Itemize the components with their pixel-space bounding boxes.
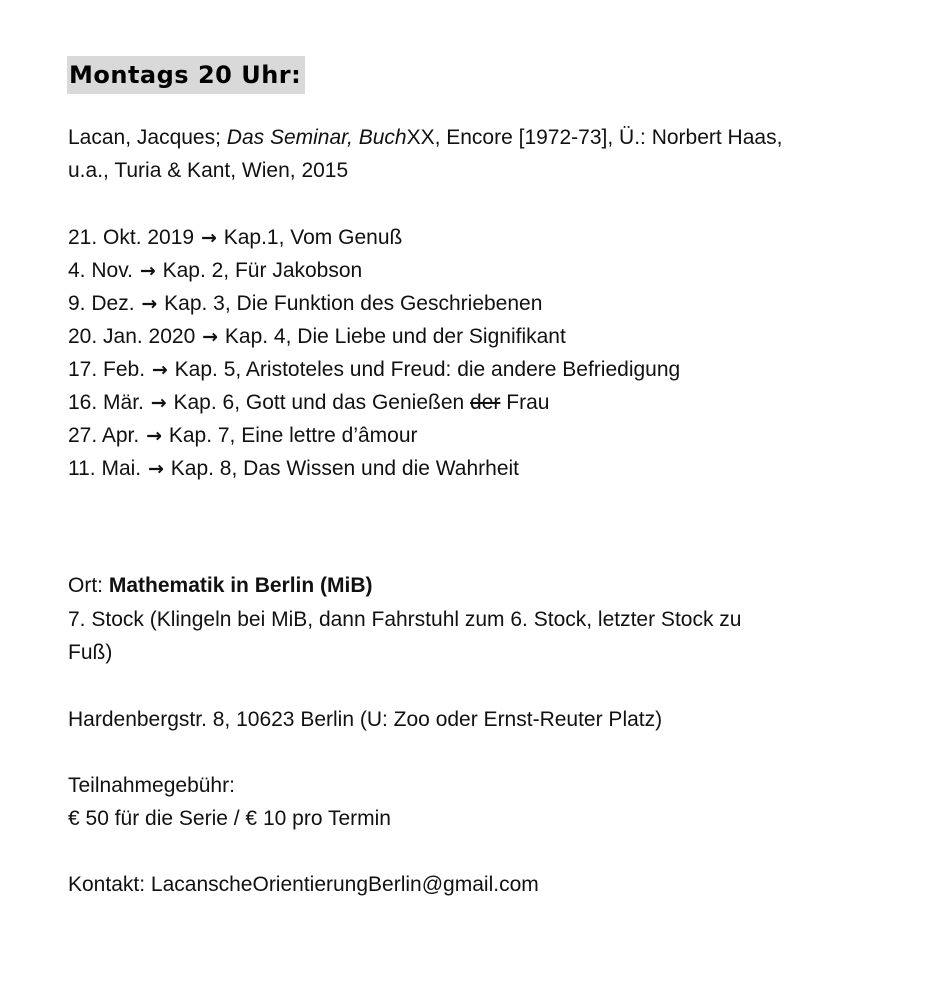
schedule-title: Aristoteles und Freud: die andere Befriedigung [245, 358, 681, 381]
schedule-item [68, 288, 542, 320]
schedule-date: 11. Mai. [68, 457, 142, 480]
reference-author: Lacan, Jacques; [68, 126, 221, 149]
location-floor-line-2: Fuß) [68, 641, 113, 664]
arrow-right-icon: → [139, 260, 156, 282]
arrow-right-icon: → [200, 227, 217, 249]
schedule-item [68, 255, 362, 287]
contact-email[interactable]: LacanscheOrientierungBerlin@gmail.com [150, 873, 539, 896]
fee-value: € 50 für die Serie / € 10 pro Termin [68, 807, 391, 830]
schedule-item [68, 321, 566, 353]
arrow-right-icon: → [141, 293, 158, 315]
location-label: Ort: [68, 574, 103, 597]
schedule-title: Gott und das Genießen [245, 391, 465, 414]
location-name: Mathematik in Berlin (MiB) [108, 574, 373, 597]
schedule-title: Das Wissen und die Wahrheit [243, 457, 520, 480]
arrow-right-icon: → [148, 458, 164, 480]
location-line [68, 570, 373, 602]
schedule-chapter: Kap. 7, [168, 424, 236, 447]
schedule-item [68, 222, 402, 254]
schedule-item [68, 420, 418, 452]
struck-word: der [470, 391, 501, 414]
schedule-date: 27. Apr. [68, 424, 140, 447]
schedule-title: Vom Genuß [290, 226, 403, 249]
arrow-right-icon: → [146, 425, 162, 447]
schedule-date: 9. Dez. [68, 292, 135, 315]
schedule-chapter: Kap. 3, [164, 292, 231, 315]
schedule-chapter: Kap. 6, [173, 391, 241, 414]
schedule-date: 16. Mär. [68, 391, 144, 414]
schedule-chapter: Kap. 8, [170, 457, 238, 480]
schedule-title-end: Frau [506, 391, 550, 414]
reference-line-1 [68, 122, 782, 154]
arrow-right-icon: → [202, 326, 219, 348]
schedule-title: Die Liebe und der Signifikant [297, 325, 566, 348]
schedule-item [68, 387, 549, 419]
fee-label: Teilnahmegebühr: [68, 774, 235, 797]
schedule-title: Eine lettre d’âmour [241, 424, 418, 447]
reference-line-2: u.a., Turia & Kant, Wien, 2015 [68, 159, 349, 182]
location-floor-line-1: 7. Stock (Klingeln bei MiB, dann Fahrstuhl zum 6. Stock, letzter Stock zu [68, 608, 742, 631]
schedule-date: 4. Nov. [68, 259, 133, 282]
schedule-item [68, 453, 519, 485]
contact-label: Kontakt: [68, 873, 146, 896]
address-line: Hardenbergstr. 8, 10623 Berlin (U: Zoo oder Ernst-Reuter Platz) [68, 708, 663, 731]
schedule-date: 20. Jan. 2020 [68, 325, 196, 348]
arrow-right-icon: → [151, 359, 168, 381]
reference-rest: XX, Encore [1972-73], Ü.: Norbert Haas, [406, 126, 783, 149]
reference-title-italic-2: Buch [358, 126, 407, 149]
schedule-chapter: Kap. 2, [162, 259, 230, 282]
contact-line [68, 869, 539, 901]
schedule-title: Die Funktion des Geschriebenen [236, 292, 543, 315]
reference-title-italic-1: Das Seminar, [226, 126, 353, 149]
schedule-item [68, 354, 680, 386]
schedule-chapter: Kap. 4, [224, 325, 292, 348]
schedule-chapter: Kap.1, [223, 226, 285, 249]
schedule-date: 17. Feb. [68, 358, 146, 381]
schedule-chapter: Kap. 5, [174, 358, 242, 381]
schedule-date: 21. Okt. 2019 [68, 226, 195, 249]
arrow-right-icon: → [150, 392, 167, 414]
page-title: Montags 20 Uhr: [67, 56, 305, 94]
schedule-title: Für Jakobson [234, 259, 363, 282]
